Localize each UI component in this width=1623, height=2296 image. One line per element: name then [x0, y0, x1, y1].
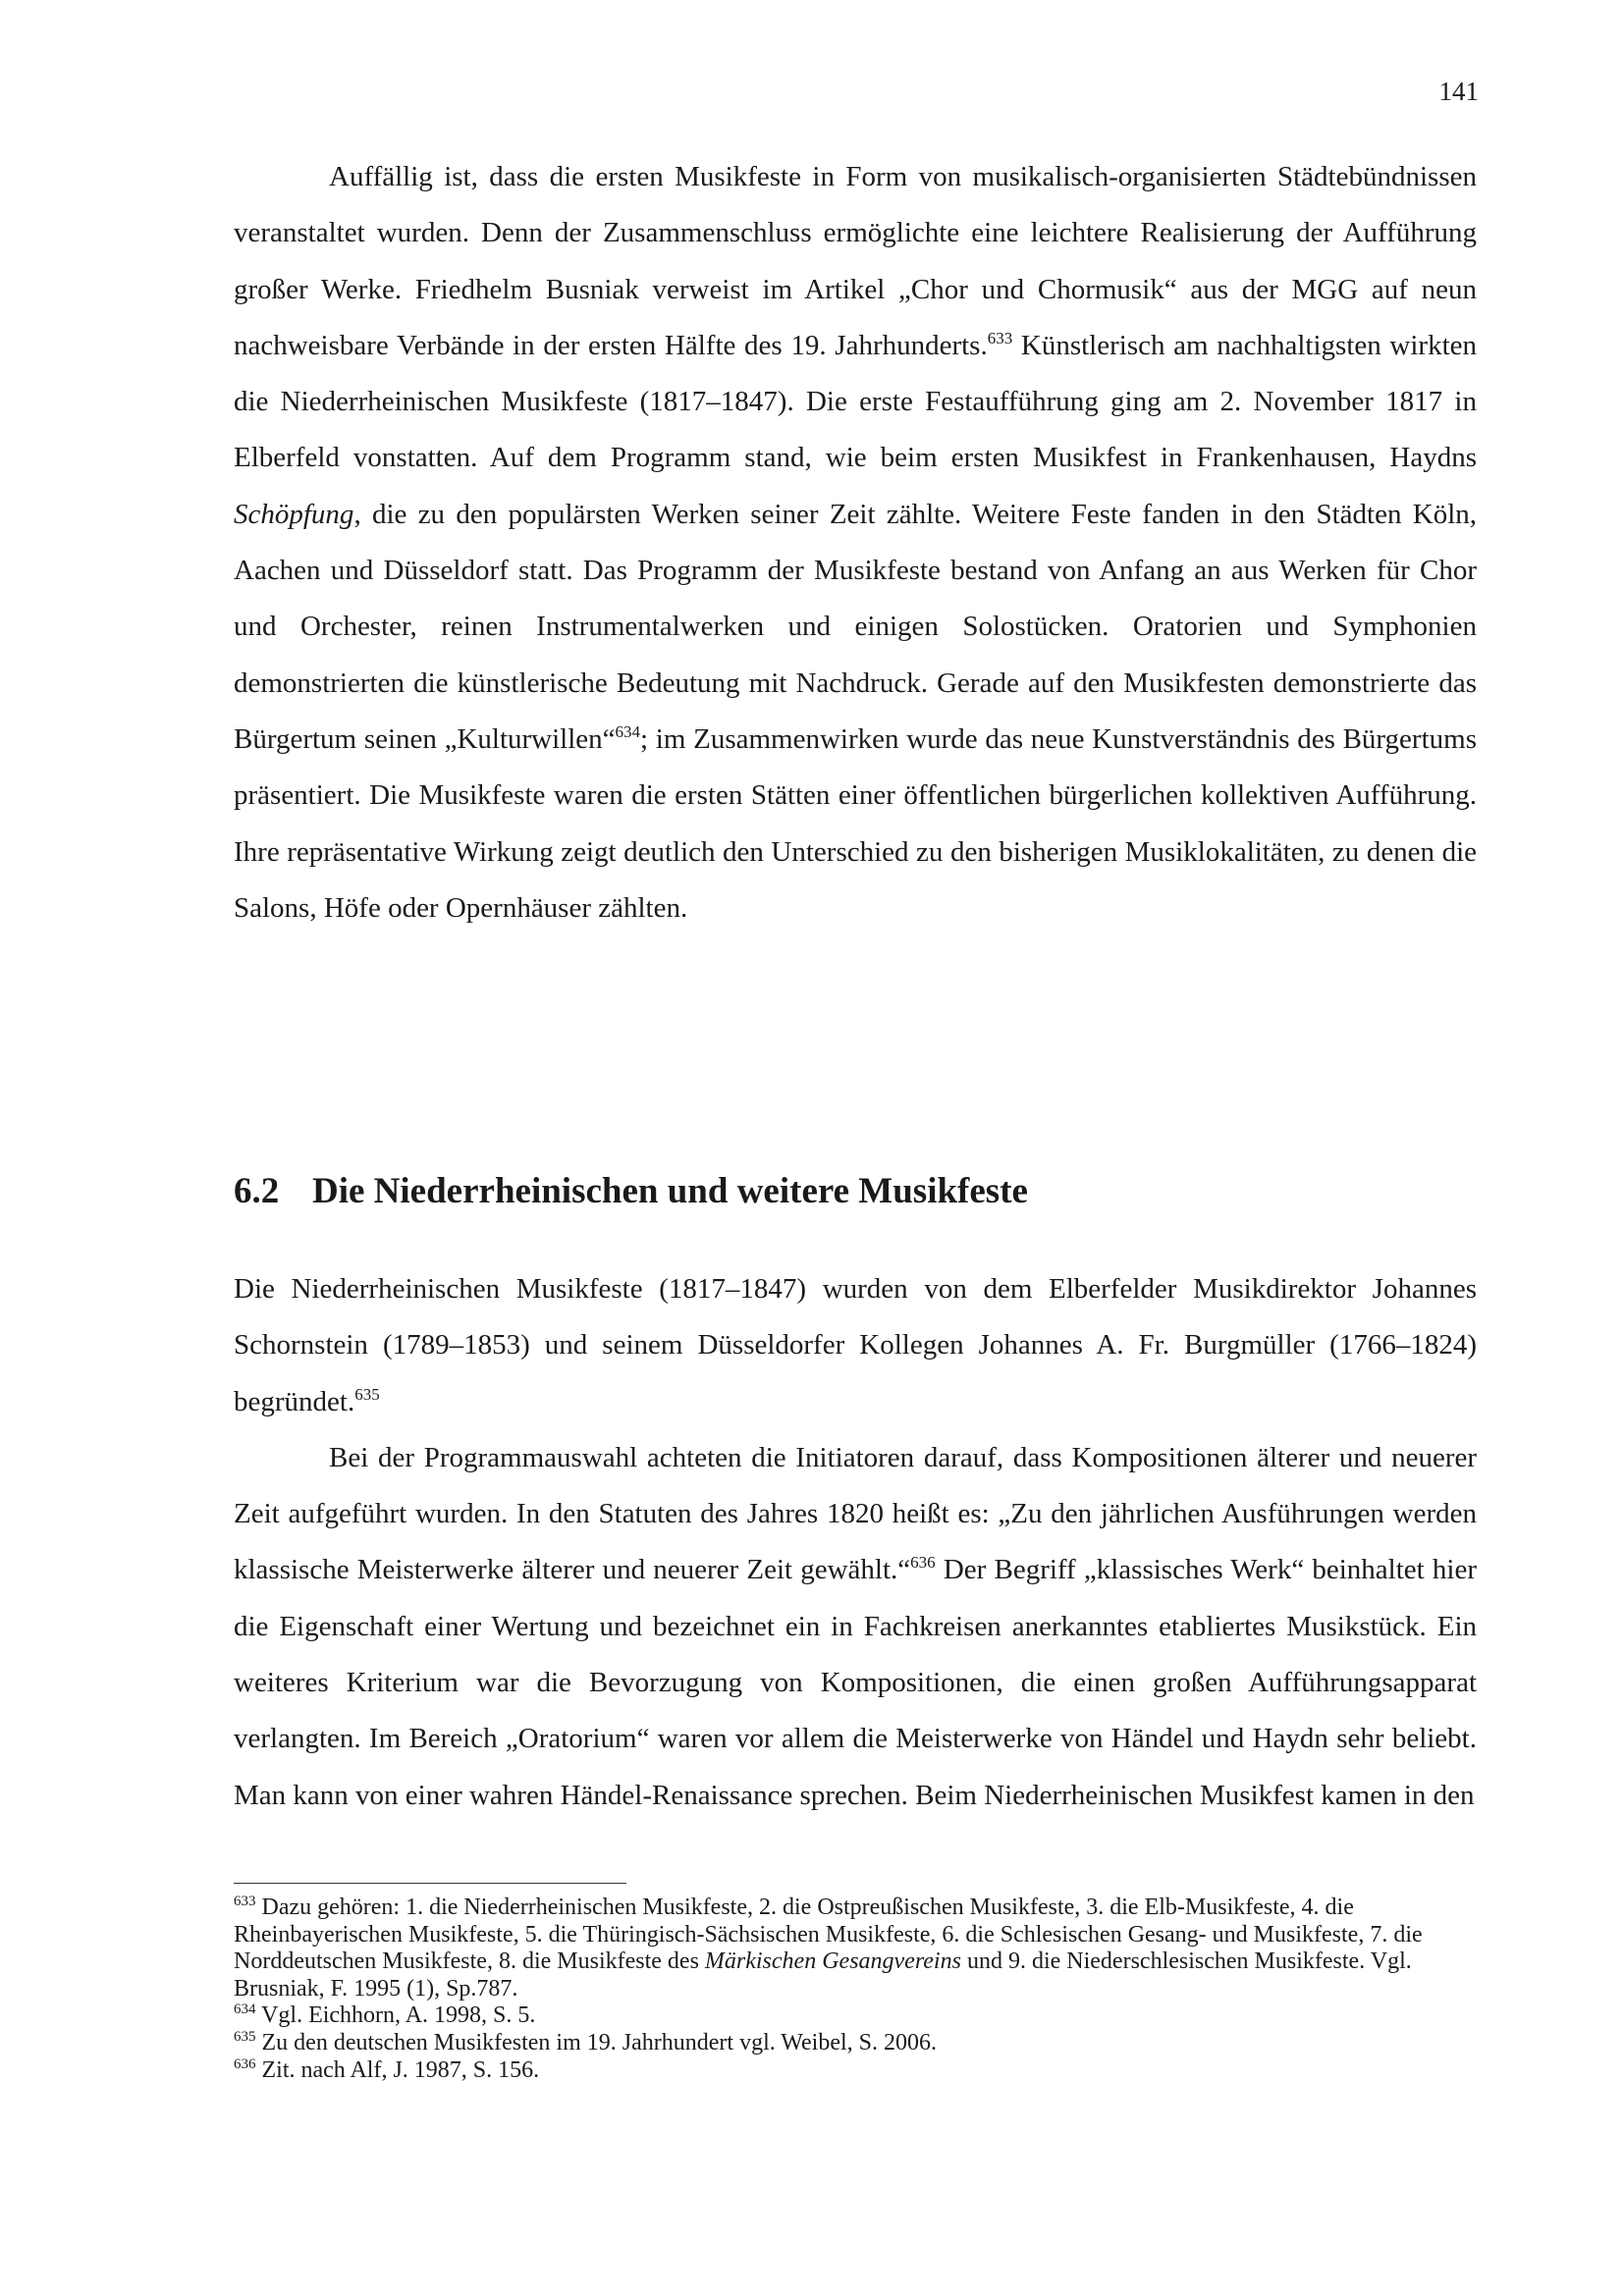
footnote: $^{634}$ Vgl. Eichhorn, A. 1998, S. 5. — [234, 2002, 536, 2029]
section-title: Die Niederrheinischen und weitere Musikfeste — [312, 1171, 1028, 1211]
paragraph: Die Niederrheinischen Musikfeste (1817–1847) wurden von dem Elberfelder Musikdirektor Johannes Schornstein (1789–1853) und seinem Düsseldorfer Kollegen Johannes A. Fr. Burgmüller (1766–1824) begründet.$^{635}$ — [234, 1273, 1477, 1417]
footnote: $^{636}$ Zit. nach Alf, J. 1987, S. 156. — [234, 2056, 540, 2083]
footnote: $^{633}$ Dazu gehören: 1. die Niederrheinischen Musikfeste, 2. die Ostpreußischen Musikfeste, 3. die Elb-Musikfeste, 4. die Rheinbayerischen Musikfeste, 5. die Thüringisch-Sächsischen Musikfeste, 6. die Schlesischen Gesang- und Musikfeste, 7. die Norddeutschen Musikfeste, 8. die Musikfeste des Märkischen Gesangvereins und 9. die Niederschlesischen Musikfeste. Vgl. Brusniak, F. 1995 (1), Sp.787. — [234, 1894, 1423, 2002]
footnote-separator — [234, 1883, 626, 1884]
body-section-1 — [234, 149, 1477, 936]
footnotes — [234, 1895, 1477, 2084]
section-heading — [234, 1170, 1028, 1212]
footnote-ref: 635 — [354, 1384, 380, 1404]
footnote: $^{635}$ Zu den deutschen Musikfesten im 19. Jahrhundert vgl. Weibel, S. 2006. — [234, 2028, 938, 2056]
section-number: 6.2 — [234, 1171, 280, 1211]
page-number: 141 — [1438, 77, 1479, 106]
footnote-ref: 636 — [910, 1553, 936, 1573]
paragraph: Auffällig ist, dass die ersten Musikfeste in Form von musikalisch-organisierten Städtebündnissen veranstaltet wurden. Denn der Zusammenschluss ermöglichte eine leichtere Realisierung der Aufführung großer Werke. Friedhelm Busniak verweist im Artikel „Chor und Chormusik“ aus der MGG auf neun nachweisbare Verbände in der ersten Hälfte des 19. Jahrhunderts.$^{633}$ Künstlerisch am nachhaltigsten wirkten die Niederrheinischen Musikfeste (1817–1847). Die erste Festaufführung ging am 2. November 1817 in Elberfeld vonstatten. Auf dem Programm stand, wie beim ersten Musikfest in Frankenhausen, Haydns Schöpfung, die zu den populärsten Werken seiner Zeit zählte. Weitere Feste fanden in den Städten Köln, Aachen und Düsseldorf statt. Das Programm der Musikfeste bestand von Anfang an aus Werken für Chor und Orchester, reinen Instrumentalwerken und einigen Solostücken. Oratorien und Symphonien demonstrierten die künstlerische Bedeutung mit Nachdruck. Gerade auf den Musikfesten demonstrierte das Bürgertum seinen „Kulturwillen“$^{634}$; im Zusammenwirken wurde das neue Kunstverständnis des Bürgertums präsentiert. Die Musikfeste waren die ersten Stätten einer öffentlichen bürgerlichen kollektiven Aufführung. Ihre repräsentative Wirkung zeigt deutlich den Unterschied zu den bisherigen Musiklokalitäten, zu denen die Salons, Höfe oder Opernhäuser zählten. — [234, 161, 1477, 924]
footnote-ref: 633 — [987, 328, 1013, 347]
body-section-2 — [234, 1261, 1477, 1824]
paragraph: Bei der Programmauswahl achteten die Initiatoren darauf, dass Kompositionen älterer und neuerer Zeit aufgeführt wurden. In den Statuten des Jahres 1820 heißt es: „Zu den jährlichen Ausführungen werden klassische Meisterwerke älterer und neuerer Zeit gewählt.“$^{636}$ Der Begriff „klassisches Werk“ beinhaltet hier die Eigenschaft einer Wertung und bezeichnet ein in Fachkreisen anerkanntes etabliertes Musikstück. Ein weiteres Kriterium war die Bevorzugung von Kompositionen, die einen großen Aufführungsapparat verlangten. Im Bereich „Oratorium“ waren vor allem die Meisterwerke von Händel und Haydn sehr beliebt. Man kann von einer wahren Händel-Renaissance sprechen. Beim Niederrheinischen Musikfest kamen in den — [234, 1441, 1477, 1811]
footnote-ref: 634 — [615, 721, 641, 741]
